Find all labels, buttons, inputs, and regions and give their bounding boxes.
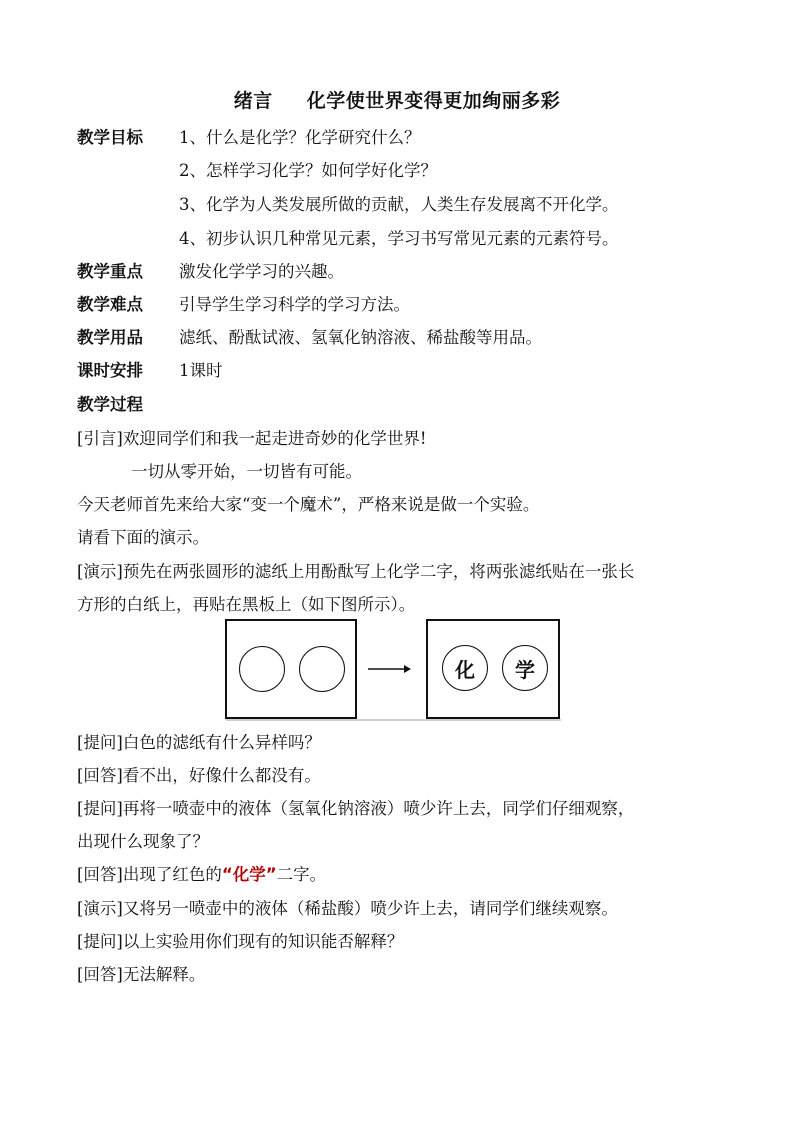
answer-highlight: “化学” <box>221 865 277 884</box>
document-title <box>0 86 794 113</box>
schedule-value: 1课时 <box>179 361 223 380</box>
key-point-label: 教学重点 <box>77 262 143 281</box>
materials-label: 教学用品 <box>77 328 143 347</box>
blank-paper-box <box>225 619 357 719</box>
objective-item: 2、怎样学习化学？如何学好化学？ <box>179 161 437 180</box>
revealed-paper-box <box>426 619 560 719</box>
answer-suffix: 二字。 <box>276 865 327 884</box>
objective-item: 4、初步认识几种常见元素，学习书写常见元素的元素符号。 <box>179 229 619 248</box>
difficulty-label: 教学难点 <box>77 295 143 314</box>
process-line: [引言]欢迎同学们和我一起走进奇妙的化学世界! <box>77 429 427 448</box>
answer-prefix: [回答]出现了红色的 <box>77 865 222 884</box>
blank-filter-paper <box>299 646 345 692</box>
key-point-value: 激发化学学习的兴趣。 <box>179 262 344 281</box>
process-line: [演示]预先在两张圆形的滤纸上用酚酞写上化学二字，将两张滤纸贴在一张长 <box>77 562 635 581</box>
process-line: [提问]再将一喷壶中的液体（氢氧化钠溶液）喷少许上去，同学们仔细观察， <box>77 799 635 818</box>
title-prefix: 绪言 <box>233 90 273 112</box>
filter-paper-char1: 化 <box>442 645 488 691</box>
process-line: [提问]以上实验用你们现有的知识能否解释？ <box>77 932 404 951</box>
figure-shadow <box>226 719 561 721</box>
process-line: 出现什么现象了？ <box>77 832 209 851</box>
title-main: 化学使世界变得更加绚丽多彩 <box>306 90 561 112</box>
objectives-label: 教学目标 <box>77 128 143 147</box>
demo-figure <box>225 619 561 721</box>
answer-red-line <box>77 864 326 886</box>
process-line: [提问]白色的滤纸有什么异样吗？ <box>77 733 321 752</box>
materials-value: 滤纸、酚酞试液、氢氧化钠溶液、稀盐酸等用品。 <box>179 328 542 347</box>
process-line: [演示]又将另一喷壶中的液体（稀盐酸）喷少许上去，请同学们继续观察。 <box>77 899 618 918</box>
blank-filter-paper <box>239 646 285 692</box>
filter-paper-char2: 学 <box>502 645 548 691</box>
schedule-label: 课时安排 <box>77 361 143 380</box>
arrow-icon <box>366 659 412 679</box>
process-label: 教学过程 <box>77 395 143 414</box>
process-line: 今天老师首先来给大家“变一个魔术”，严格来说是做一个实验。 <box>77 495 540 514</box>
process-line: 一切从零开始，一切皆有可能。 <box>131 462 362 481</box>
objective-item: 3、化学为人类发展所做的贡献，人类生存发展离不开化学。 <box>179 195 619 214</box>
process-line: [回答]看不出，好像什么都没有。 <box>77 766 321 785</box>
process-line: 方形的白纸上，再贴在黑板上（如下图所示）。 <box>77 595 416 614</box>
difficulty-value: 引导学生学习科学的学习方法。 <box>179 295 410 314</box>
process-line: 请看下面的演示。 <box>77 528 209 547</box>
objective-item: 1、什么是化学？化学研究什么？ <box>179 128 421 147</box>
process-line: [回答]无法解释。 <box>77 965 206 984</box>
